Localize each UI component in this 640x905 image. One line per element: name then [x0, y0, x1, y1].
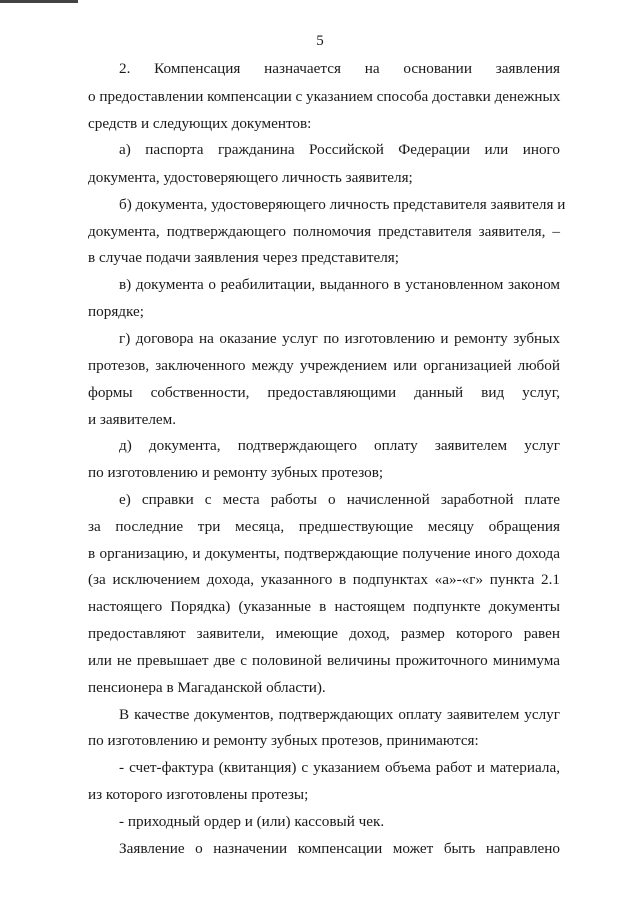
text-line: или не превышает две с половиной величины прожиточного минимума [88, 652, 560, 669]
text-line: В качестве документов, подтверждающих оплату заявителем услуг [119, 706, 560, 723]
text-line: порядке; [88, 303, 144, 320]
text-line: по изготовлению и ремонту зубных протезов, принимаются: [88, 732, 479, 749]
text-line: формы собственности, предоставляющими данный вид услуг, [88, 384, 560, 401]
text-line: б) документа, удостоверяющего личность представителя заявителя и [119, 196, 566, 213]
text-line: из которого изготовлены протезы; [88, 786, 309, 803]
text-line: 2. Компенсация назначается на основании заявления [119, 60, 560, 77]
text-line: Заявление о назначении компенсации может быть направлено [119, 840, 560, 857]
text-line: е) справки с места работы о начисленной заработной плате [119, 491, 560, 508]
text-line: в организацию, и документы, подтверждающие получение иного дохода [88, 545, 560, 562]
text-line: документа, подтверждающего полномочия представителя заявителя, – [88, 223, 560, 240]
text-line: г) договора на оказание услуг по изготовлению и ремонту зубных [119, 330, 560, 347]
text-line: - счет-фактура (квитанция) с указанием объема работ и материала, [119, 759, 560, 776]
page-number: 5 [316, 33, 324, 49]
text-line: за последние три месяца, предшествующие месяцу обращения [88, 518, 560, 535]
text-line: д) документа, подтверждающего оплату заявителем услуг [119, 437, 560, 454]
text-line: в) документа о реабилитации, выданного в установленном законом [119, 276, 560, 293]
text-line: о предоставлении компенсации с указанием способа доставки денежных [88, 88, 561, 105]
text-line: (за исключением дохода, указанного в подпунктах «а»-«г» пункта 2.1 [88, 571, 560, 588]
text-line: - приходный ордер и (или) кассовый чек. [119, 813, 385, 830]
text-line: по изготовлению и ремонту зубных протезов; [88, 464, 384, 481]
text-line: и заявителем. [88, 411, 177, 428]
scan-edge-mark [0, 0, 78, 3]
text-line: в случае подачи заявления через представителя; [88, 249, 400, 266]
text-line: средств и следующих документов: [88, 115, 312, 132]
text-line: предоставляют заявители, имеющие доход, размер которого равен [88, 625, 560, 642]
text-line: а) паспорта гражданина Российской Федерации или иного [119, 141, 560, 158]
text-line: документа, удостоверяющего личность заявителя; [88, 169, 413, 186]
text-line: пенсионера в Магаданской области). [88, 679, 326, 696]
text-line: настоящего Порядка) (указанные в настоящем подпункте документы [88, 598, 560, 615]
text-line: протезов, заключенного между учреждением или организацией любой [88, 357, 560, 374]
